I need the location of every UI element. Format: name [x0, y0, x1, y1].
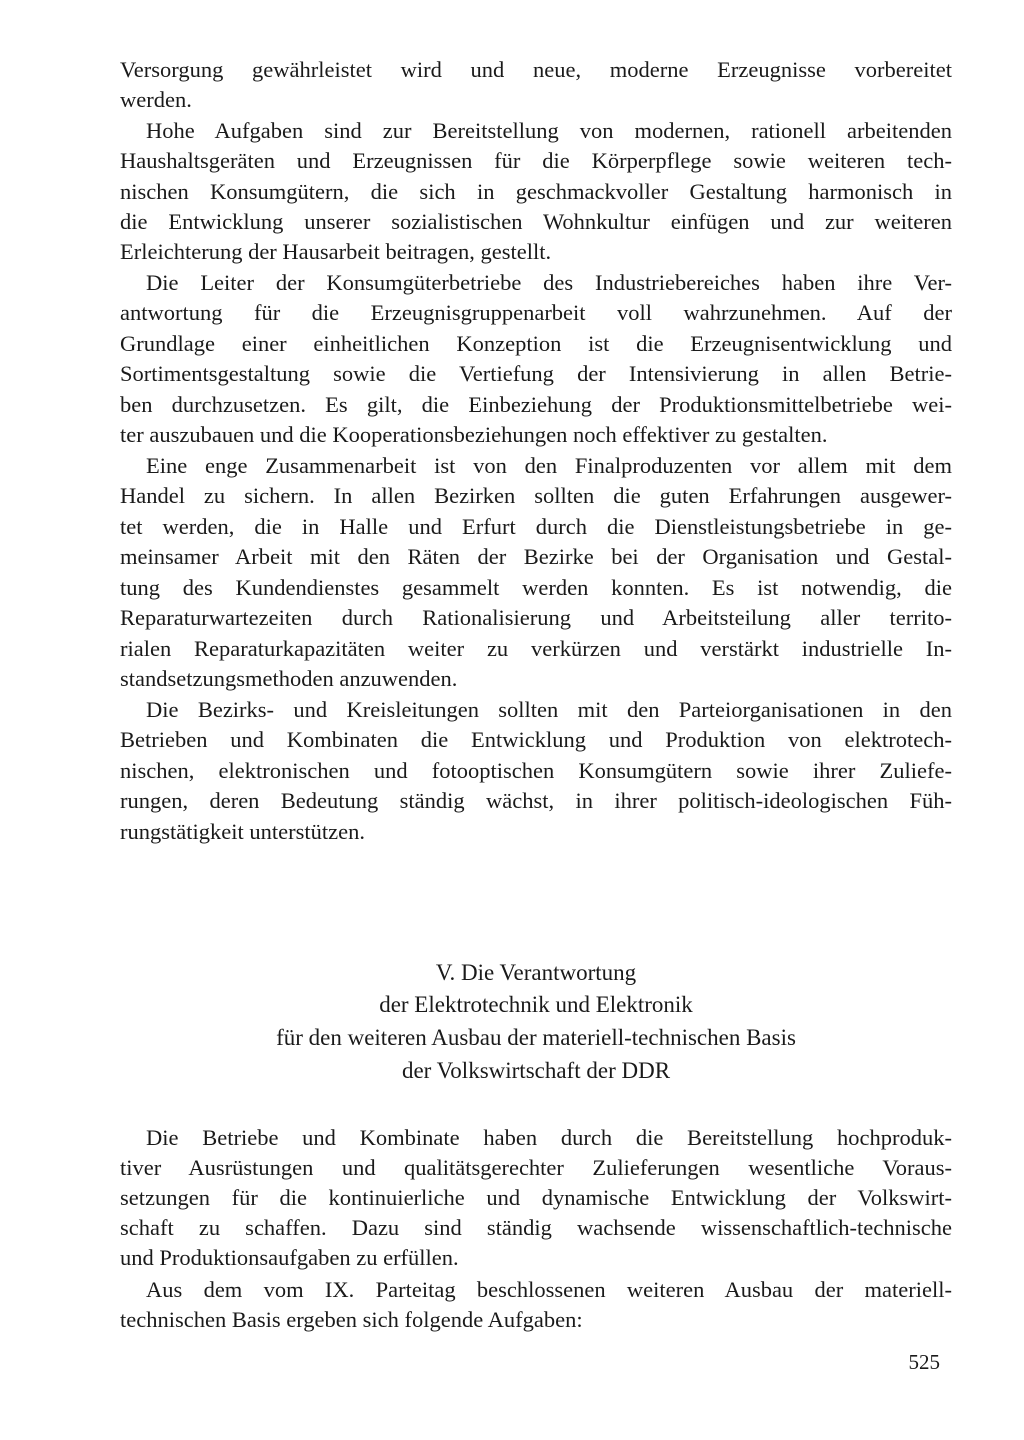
- page-number: 525: [908, 1350, 940, 1374]
- text-line: Erleichterung der Hausarbeit beitragen, gestellt.: [120, 239, 552, 264]
- text-line: Hohe Aufgaben sind zur Bereitstellung von modernen, rationell arbeitenden: [146, 118, 952, 143]
- text-line: die Entwicklung unserer sozialistischen Wohnkultur einfügen und zur weiteren: [120, 209, 952, 234]
- text-line: technischen Basis ergeben sich folgende Aufgaben:: [120, 1307, 583, 1332]
- text-line: Reparaturwartezeiten durch Rationalisierung und Arbeitsteilung aller territo-: [120, 605, 952, 630]
- section-heading-line: der Elektrotechnik und Elektronik: [379, 992, 693, 1017]
- text-line: Betrieben und Kombinaten die Entwicklung und Produktion von elektrotech-: [120, 727, 952, 752]
- text-line: nischen, elektronischen und fotooptischen Konsumgütern sowie ihrer Zuliefe-: [120, 758, 952, 783]
- text-line: rialen Reparaturkapazitäten weiter zu verkürzen und verstärkt industrielle In-: [120, 636, 952, 661]
- section-heading-line: V. Die Verantwortung: [435, 960, 637, 985]
- text-line: Grundlage einer einheitlichen Konzeption ist die Erzeugnisentwicklung und: [120, 331, 952, 356]
- text-line: setzungen für die kontinuierliche und dynamische Entwicklung der Volkswirt-: [120, 1185, 952, 1210]
- text-line: Eine enge Zusammenarbeit ist von den Finalproduzenten vor allem mit dem: [146, 453, 952, 478]
- text-line: tet werden, die in Halle und Erfurt durch die Dienstleistungsbetriebe in ge-: [120, 514, 952, 539]
- text-line: Versorgung gewährleistet wird und neue, moderne Erzeugnisse vorbereitet: [120, 57, 952, 82]
- text-line: Die Betriebe und Kombinate haben durch die Bereitstellung hochproduk-: [146, 1125, 952, 1150]
- text-line: ben durchzusetzen. Es gilt, die Einbeziehung der Produktionsmittelbetriebe wei-: [120, 392, 952, 417]
- text-line: Handel zu sichern. In allen Bezirken sollten die guten Erfahrungen ausgewer-: [120, 483, 952, 508]
- text-line: Die Bezirks- und Kreisleitungen sollten mit den Parteiorganisationen in den: [146, 697, 952, 722]
- section-heading-line: der Volkswirtschaft der DDR: [401, 1058, 671, 1083]
- text-line: nischen Konsumgütern, die sich in geschmackvoller Gestaltung harmonisch in: [120, 179, 952, 204]
- section-heading-line: für den weiteren Ausbau der materiell-technischen Basis: [276, 1025, 796, 1050]
- text-line: Aus dem vom IX. Parteitag beschlossenen weiteren Ausbau der materiell-: [146, 1277, 952, 1302]
- text-line: Die Leiter der Konsumgüterbetriebe des Industriebereiches haben ihre Ver-: [146, 270, 952, 295]
- text-line: Haushaltsgeräten und Erzeugnissen für die Körperpflege sowie weiteren tech-: [120, 148, 952, 173]
- text-line: rungen, deren Bedeutung ständig wächst, in ihrer politisch-ideologischen Füh-: [120, 788, 952, 813]
- text-line: werden.: [120, 87, 192, 112]
- text-line: meinsamer Arbeit mit den Räten der Bezirke bei der Organisation und Gestal-: [120, 544, 952, 569]
- text-line: schaft zu schaffen. Dazu sind ständig wachsende wissenschaftlich-technische: [120, 1215, 952, 1240]
- text-line: Sortimentsgestaltung sowie die Vertiefung der Intensivierung in allen Betrie-: [120, 361, 952, 386]
- text-line: antwortung für die Erzeugnisgruppenarbeit voll wahrzunehmen. Auf der: [120, 300, 952, 325]
- text-line: ter auszubauen und die Kooperationsbeziehungen noch effektiver zu gestalten.: [120, 422, 828, 447]
- text-line: tiver Ausrüstungen und qualitätsgerechter Zulieferungen wesentliche Voraus-: [120, 1155, 952, 1180]
- text-line: tung des Kundendienstes gesammelt werden konnten. Es ist notwendig, die: [120, 575, 952, 600]
- text-line: und Produktionsaufgaben zu erfüllen.: [120, 1245, 459, 1270]
- text-line: standsetzungsmethoden anzuwenden.: [120, 666, 458, 691]
- text-line: rungstätigkeit unterstützen.: [120, 819, 365, 844]
